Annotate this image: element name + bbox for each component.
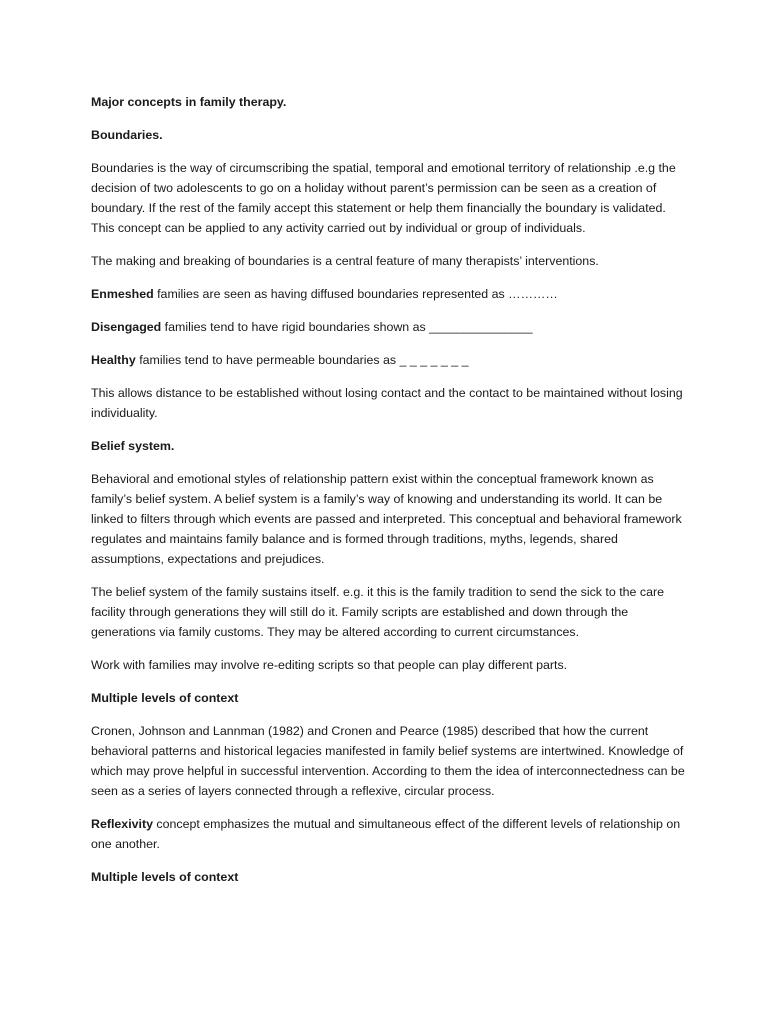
disengaged-paragraph	[91, 317, 691, 337]
belief-system-paragraph-3: Work with families may involve re-editing scripts so that people can play different parts.	[91, 658, 568, 672]
boundaries-paragraph-2: The making and breaking of boundaries is a central feature of many therapists’ interventions.	[91, 254, 599, 268]
disengaged-text: families tend to have rigid boundaries shown as _______________	[161, 320, 533, 334]
boundaries-heading: Boundaries.	[91, 128, 163, 142]
belief-system-heading: Belief system.	[91, 439, 175, 453]
healthy-term: Healthy	[91, 353, 136, 367]
belief-system-paragraph-1: Behavioral and emotional styles of relationship pattern exist within the conceptual framework known as family’s belief system. A belief system is a family’s way of knowing and understanding its world. It can be linked to filters through which events are passed and interpreted. This conceptual and behavioral framework regulates and maintains family balance and is formed through traditions, myths, legends, shared assumptions, expectations and prejudices.	[91, 472, 682, 566]
reflexivity-text: concept emphasizes the mutual and simultaneous effect of the different levels of relationship on one another.	[91, 817, 681, 851]
enmeshed-term: Enmeshed	[91, 287, 154, 301]
boundaries-paragraph-3: This allows distance to be established without losing contact and the contact to be maintained without losing individuality.	[91, 386, 683, 420]
multiple-levels-paragraph-1: Cronen, Johnson and Lannman (1982) and Cronen and Pearce (1985) described that how the current behavioral patterns and historical legacies manifested in family belief systems are intertwined. Knowledge of which may prove helpful in successful intervention. According to them the idea of interconnectedness can be seen as a series of layers connected through a reflexive, circular process.	[91, 724, 685, 798]
enmeshed-text: families are seen as having diffused boundaries represented as …………	[153, 287, 558, 301]
boundaries-paragraph-1: Boundaries is the way of circumscribing the spatial, temporal and emotional territory of relationship .e.g the decision of two adolescents to go on a holiday without parent’s permission can be seen as a creation of boundary. If the rest of the family accept this statement or help them financially the boundary is validated. This concept can be applied to any activity carried out by individual or group of individuals.	[91, 161, 676, 235]
document-body	[91, 92, 691, 900]
healthy-text: families tend to have permeable boundaries as _ _ _ _ _ _ _	[135, 353, 469, 367]
multiple-levels-heading: Multiple levels of context	[91, 691, 239, 705]
document-title: Major concepts in family therapy.	[91, 95, 287, 109]
disengaged-term: Disengaged	[91, 320, 162, 334]
multiple-levels-heading-2: Multiple levels of context	[91, 870, 239, 884]
reflexivity-paragraph	[91, 814, 691, 854]
belief-system-paragraph-2: The belief system of the family sustains itself. e.g. it this is the family tradition to send the sick to the care facility through generations they will still do it. Family scripts are established and down through the generations via family customs. They may be altered according to current circumstances.	[91, 585, 664, 639]
reflexivity-term: Reflexivity	[91, 817, 153, 831]
healthy-paragraph	[91, 350, 691, 370]
enmeshed-paragraph	[91, 284, 691, 304]
